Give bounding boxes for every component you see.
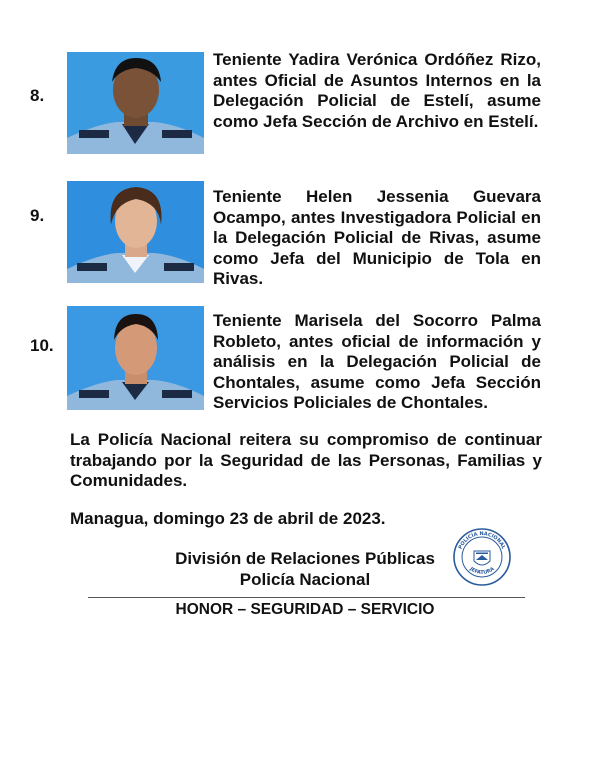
closing-paragraph: La Policía Nacional reitera su compromiso de continuar trabajando por la Seguridad de las Personas, Familias y Comunidades. [70,430,542,490]
entry-description: Teniente Helen Jessenia Guevara Ocampo, antes Investigadora Policial en la Delegación Policial de Rivas, asume como Jefa del Municipio de Tola en Rivas. [213,187,541,288]
officer-photo [67,306,204,410]
officer-photo [67,181,204,283]
divider-line [88,597,525,598]
entry-description: Teniente Marisela del Socorro Palma Robleto, antes oficial de información y análisis en la Delegación Policial de Chontales, asume como Jefa Sección Servicios Policiales de Chontales. [213,311,541,412]
signature-institution: Policía Nacional [239,570,371,589]
date-line: Managua, domingo 23 de abril de 2023. [70,509,386,528]
entry-number: 10. [30,336,54,355]
entry-description: Teniente Yadira Verónica Ordóñez Rizo, antes Oficial de Asuntos Internos en la Delegación Policial de Estelí, asume como Jefa Sección de Archivo en Estelí. [213,50,541,131]
seal-top-text: POLICÍA NACIONAL [457,530,507,551]
signature-department: División de Relaciones Públicas [175,549,435,568]
entry-number: 9. [30,206,45,225]
entry-number: 8. [30,86,45,105]
seal-bottom-text: JEFATURA [468,566,496,576]
officer-photo [67,52,204,154]
police-seal-icon [452,527,512,587]
motto: HONOR – SEGURIDAD – SERVICIO [175,601,435,618]
